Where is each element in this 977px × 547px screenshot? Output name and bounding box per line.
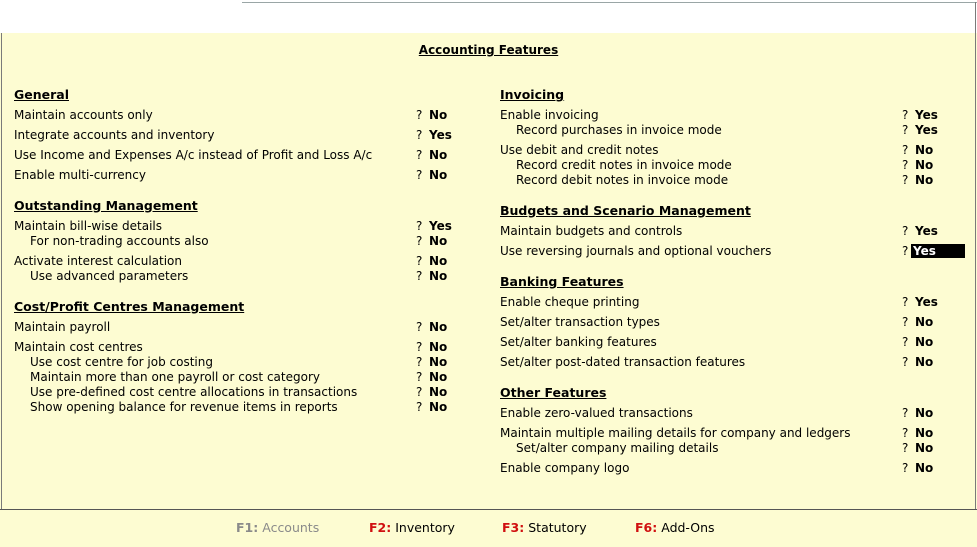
setting-label: Record credit notes in invoice mode xyxy=(516,158,732,172)
setting-value[interactable]: Yes xyxy=(915,108,938,122)
question-mark: ? xyxy=(902,295,909,309)
left-border xyxy=(1,33,2,509)
question-mark: ? xyxy=(902,173,909,187)
setting-value[interactable]: No xyxy=(429,254,448,268)
question-mark: ? xyxy=(902,355,909,369)
setting-value[interactable]: No xyxy=(429,168,448,182)
setting-label: Use reversing journals and optional vouchers xyxy=(500,244,772,258)
section-budgets-heading: Budgets and Scenario Management xyxy=(500,203,751,218)
setting-label: Enable cheque printing xyxy=(500,295,640,309)
right-border xyxy=(975,2,976,509)
setting-label: Use Income and Expenses A/c instead of Profit and Loss A/c xyxy=(14,148,373,162)
setting-label: Maintain more than one payroll or cost category xyxy=(30,370,320,384)
setting-label: Enable company logo xyxy=(500,461,630,475)
f2-inventory-button[interactable] xyxy=(369,520,455,535)
f6-key: F6: xyxy=(635,520,658,535)
setting-value[interactable]: No xyxy=(915,426,934,440)
setting-value[interactable]: No xyxy=(429,385,448,399)
question-mark: ? xyxy=(902,461,909,475)
setting-value[interactable]: Yes xyxy=(915,224,938,238)
setting-value[interactable]: No xyxy=(915,441,934,455)
setting-label: Enable invoicing xyxy=(500,108,599,122)
setting-label: Record debit notes in invoice mode xyxy=(516,173,729,187)
setting-value[interactable]: Yes xyxy=(915,295,938,309)
setting-value[interactable]: No xyxy=(915,461,934,475)
function-key-bar xyxy=(0,509,977,547)
question-mark: ? xyxy=(416,148,423,162)
question-mark: ? xyxy=(902,244,909,258)
top-bar xyxy=(0,0,977,33)
setting-value[interactable]: No xyxy=(915,315,934,329)
question-mark: ? xyxy=(902,158,909,172)
setting-label: Record purchases in invoice mode xyxy=(516,123,722,137)
setting-value[interactable]: No xyxy=(429,108,448,122)
question-mark: ? xyxy=(416,168,423,182)
setting-label: Set/alter transaction types xyxy=(500,315,660,329)
setting-label: Maintain bill-wise details xyxy=(14,219,162,233)
setting-label: Use debit and credit notes xyxy=(500,143,659,157)
setting-value[interactable]: No xyxy=(429,400,448,414)
question-mark: ? xyxy=(902,406,909,420)
setting-value[interactable]: No xyxy=(915,335,934,349)
setting-label: Integrate accounts and inventory xyxy=(14,128,215,142)
setting-value[interactable]: No xyxy=(915,173,934,187)
setting-value[interactable]: No xyxy=(915,406,934,420)
question-mark: ? xyxy=(902,335,909,349)
setting-label: Enable multi-currency xyxy=(14,168,146,182)
question-mark: ? xyxy=(902,224,909,238)
question-mark: ? xyxy=(416,269,423,283)
setting-label: For non-trading accounts also xyxy=(30,234,209,248)
question-mark: ? xyxy=(416,234,423,248)
setting-label: Use advanced parameters xyxy=(30,269,189,283)
question-mark: ? xyxy=(902,123,909,137)
setting-value[interactable]: Yes xyxy=(429,128,452,142)
setting-label: Set/alter company mailing details xyxy=(516,441,719,455)
f6-label: Add-Ons xyxy=(661,520,715,535)
setting-value[interactable]: Yes xyxy=(915,123,938,137)
setting-label: Maintain multiple mailing details for company and ledgers xyxy=(500,426,851,440)
section-general-heading: General xyxy=(14,87,69,102)
setting-label: Maintain accounts only xyxy=(14,108,153,122)
setting-value[interactable]: No xyxy=(429,320,448,334)
setting-label: Use pre-defined cost centre allocations in transactions xyxy=(30,385,358,399)
section-outstanding-heading: Outstanding Management xyxy=(14,198,198,213)
setting-value[interactable]: No xyxy=(429,370,448,384)
question-mark: ? xyxy=(416,355,423,369)
setting-value[interactable]: No xyxy=(429,269,448,283)
setting-label: Use cost centre for job costing xyxy=(30,355,213,369)
top-border xyxy=(242,2,977,3)
question-mark: ? xyxy=(416,219,423,233)
setting-value[interactable]: No xyxy=(429,234,448,248)
f2-label: Inventory xyxy=(395,520,455,535)
setting-value-selected[interactable]: Yes xyxy=(911,244,965,258)
setting-label: Set/alter post-dated transaction features xyxy=(500,355,746,369)
question-mark: ? xyxy=(416,370,423,384)
section-invoicing-heading: Invoicing xyxy=(500,87,565,102)
setting-label: Maintain cost centres xyxy=(14,340,143,354)
setting-value[interactable]: No xyxy=(429,340,448,354)
section-banking-heading: Banking Features xyxy=(500,274,624,289)
setting-value[interactable]: No xyxy=(429,355,448,369)
question-mark: ? xyxy=(416,400,423,414)
f1-key: F1: xyxy=(236,520,259,535)
question-mark: ? xyxy=(902,108,909,122)
question-mark: ? xyxy=(416,254,423,268)
question-mark: ? xyxy=(902,315,909,329)
page-title: Accounting Features xyxy=(418,43,559,57)
f1-label: Accounts xyxy=(262,520,320,535)
f3-key: F3: xyxy=(502,520,525,535)
f3-statutory-button[interactable] xyxy=(502,520,587,535)
section-costprofit-heading: Cost/Profit Centres Management xyxy=(14,299,245,314)
setting-value[interactable]: No xyxy=(915,355,934,369)
question-mark: ? xyxy=(416,320,423,334)
f3-label: Statutory xyxy=(528,520,587,535)
setting-label: Show opening balance for revenue items in reports xyxy=(30,400,338,414)
question-mark: ? xyxy=(416,340,423,354)
question-mark: ? xyxy=(416,385,423,399)
question-mark: ? xyxy=(902,143,909,157)
setting-label: Enable zero-valued transactions xyxy=(500,406,693,420)
f6-addons-button[interactable] xyxy=(635,520,715,535)
setting-label: Maintain payroll xyxy=(14,320,111,334)
f2-key: F2: xyxy=(369,520,392,535)
setting-label: Maintain budgets and controls xyxy=(500,224,683,238)
setting-label: Activate interest calculation xyxy=(14,254,183,268)
question-mark: ? xyxy=(902,441,909,455)
section-other-heading: Other Features xyxy=(500,385,607,400)
question-mark: ? xyxy=(416,108,423,122)
setting-label: Set/alter banking features xyxy=(500,335,657,349)
question-mark: ? xyxy=(902,426,909,440)
f1-accounts-button[interactable] xyxy=(236,520,319,535)
setting-value[interactable]: No xyxy=(429,148,448,162)
setting-value[interactable]: No xyxy=(915,143,934,157)
setting-value[interactable]: No xyxy=(915,158,934,172)
setting-value[interactable]: Yes xyxy=(429,219,452,233)
question-mark: ? xyxy=(416,128,423,142)
